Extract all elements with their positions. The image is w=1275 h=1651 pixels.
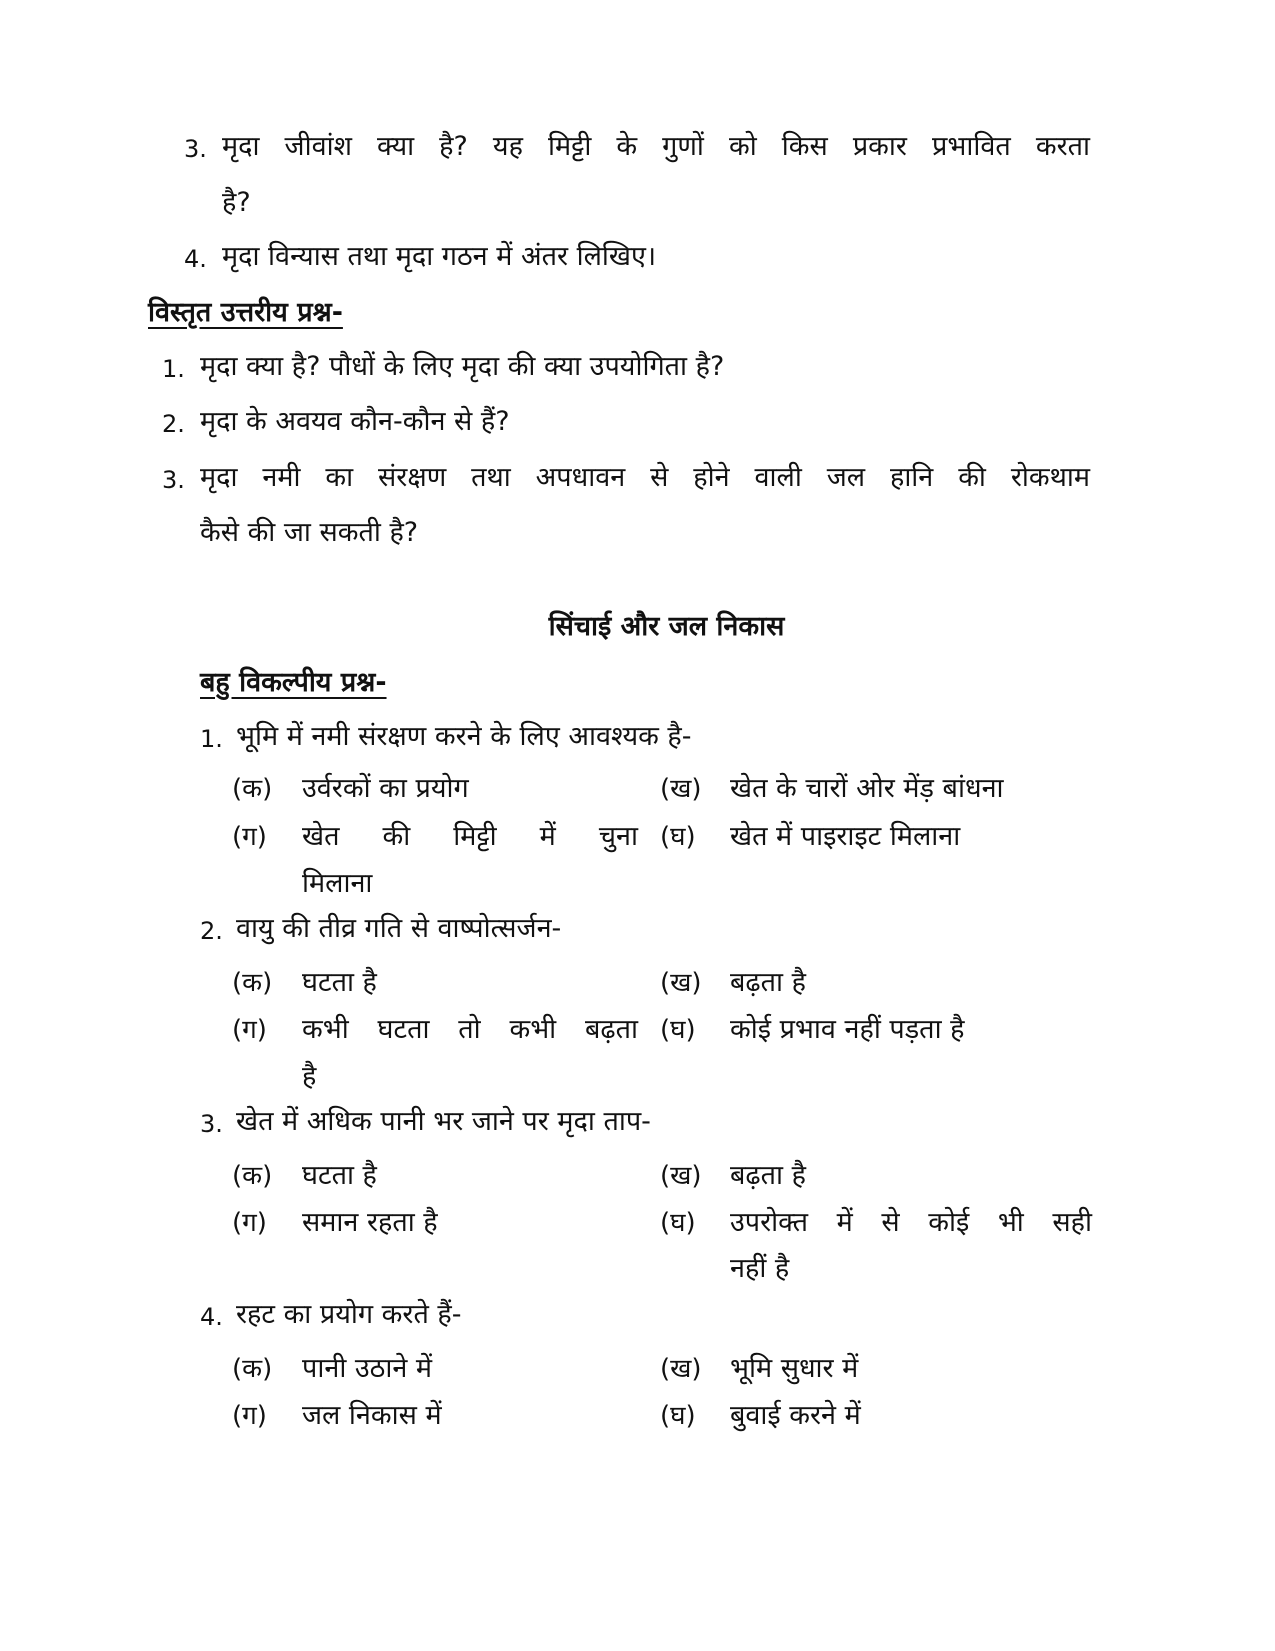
- option-label: (ख): [660, 1354, 702, 1384]
- option-label: (ग): [232, 822, 267, 852]
- option-text: समान रहता है: [302, 1207, 438, 1238]
- question-text-continued: कैसे की जा सकती है?: [200, 517, 419, 548]
- option-line: कभी घटता तो कभी बढ़ता: [302, 1014, 638, 1045]
- option-text: जल निकास में: [302, 1400, 442, 1431]
- question-number: 4.: [200, 1303, 223, 1331]
- question-number: 3.: [162, 466, 185, 494]
- question-number: 1.: [200, 725, 223, 753]
- option-label: (ख): [660, 774, 702, 804]
- option-text: भूमि सुधार में: [730, 1353, 859, 1384]
- question-text: रहट का प्रयोग करते हैं-: [236, 1299, 462, 1330]
- question-number: 2.: [162, 410, 185, 438]
- question-number: 3.: [200, 1110, 223, 1138]
- question-line: मृदा नमी का संरक्षण तथा अपधावन से होने वाली जल हानि की रोकथाम: [200, 462, 1090, 493]
- question-text-continued: है?: [222, 187, 251, 218]
- option-label: (ख): [660, 968, 702, 998]
- option-text: [302, 1013, 638, 1047]
- option-label: (क): [232, 774, 273, 804]
- option-text: बढ़ता है: [730, 1160, 806, 1191]
- question-number: 3.: [184, 135, 207, 163]
- option-label: (ग): [232, 1401, 267, 1431]
- question-text: मृदा के अवयव कौन-कौन से हैं?: [200, 406, 510, 437]
- option-text: उर्वरकों का प्रयोग: [302, 773, 469, 804]
- option-text: [302, 820, 638, 854]
- question-line: मृदा जीवांश क्या है? यह मिट्टी के गुणों को किस प्रकार प्रभावित करता: [222, 131, 1090, 162]
- option-text: बढ़ता है: [730, 967, 806, 998]
- question-text: मृदा क्या है? पौधों के लिए मृदा की क्या उपयोगिता है?: [200, 351, 725, 382]
- option-text-continued: नहीं है: [730, 1253, 790, 1284]
- option-label: (घ): [660, 1208, 696, 1238]
- question-text: वायु की तीव्र गति से वाष्पोत्सर्जन-: [236, 913, 562, 944]
- option-label: (ख): [660, 1161, 702, 1191]
- option-text: खेत के चारों ओर मेंड़ बांधना: [730, 773, 1004, 804]
- option-label: (क): [232, 1161, 273, 1191]
- option-line: उपरोक्त में से कोई भी सही: [730, 1207, 1092, 1238]
- option-label: (घ): [660, 822, 696, 852]
- mcq-heading: बहु विकल्पीय प्रश्न-: [200, 667, 387, 698]
- option-label: (घ): [660, 1401, 696, 1431]
- option-text: [730, 1206, 1092, 1240]
- chapter-title: [0, 610, 1275, 644]
- question-number: 4.: [184, 245, 207, 273]
- question-number: 2.: [200, 917, 223, 945]
- question-text: खेत में अधिक पानी भर जाने पर मृदा ताप-: [236, 1106, 651, 1137]
- question-text: [200, 461, 1090, 495]
- question-text: भूमि में नमी संरक्षण करने के लिए आवश्यक है-: [236, 721, 692, 752]
- option-text-continued: मिलाना: [302, 868, 373, 899]
- option-label: (क): [232, 1354, 273, 1384]
- option-text: घटता है: [302, 1160, 377, 1191]
- option-text: कोई प्रभाव नहीं पड़ता है: [730, 1014, 965, 1045]
- option-label: (क): [232, 968, 273, 998]
- question-text: [222, 130, 1090, 164]
- question-number: 1.: [162, 355, 185, 383]
- chapter-title-text: सिंचाई और जल निकास: [548, 611, 785, 642]
- option-text: बुवाई करने में: [730, 1400, 861, 1431]
- option-label: (ग): [232, 1208, 267, 1238]
- question-text: मृदा विन्यास तथा मृदा गठन में अंतर लिखिए।: [222, 241, 657, 272]
- long-answer-heading: विस्तृत उत्तरीय प्रश्न-: [148, 297, 343, 328]
- option-text: घटता है: [302, 967, 377, 998]
- option-text: खेत में पाइराइट मिलाना: [730, 821, 961, 852]
- option-text-continued: है: [302, 1061, 317, 1092]
- option-label: (घ): [660, 1015, 696, 1045]
- option-label: (ग): [232, 1015, 267, 1045]
- option-text: पानी उठाने में: [302, 1353, 433, 1384]
- option-line: खेत की मिट्टी में चुना: [302, 821, 638, 852]
